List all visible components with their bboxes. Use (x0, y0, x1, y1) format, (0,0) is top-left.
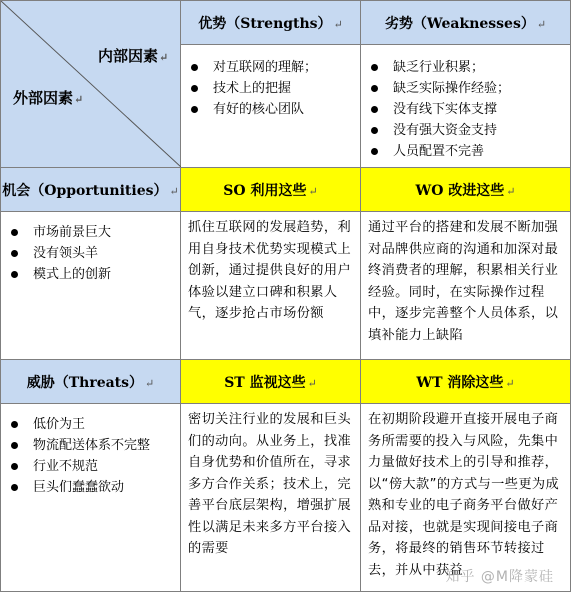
list-item: 技术上的把握 (181, 78, 360, 99)
list-item: 对互联网的理解； (181, 57, 360, 78)
diagonal-line (1, 1, 181, 167)
so-header: SO 利用这些 ↵ (181, 168, 361, 212)
list-item: 没有强大资金支持 (361, 120, 570, 141)
so-text: 抓住互联网的发展趋势，利用自身技术优势实现模式上创新，通过提供良好的用户体验以建立口碑和积累人气，逐步抢占市场份额 (188, 220, 352, 321)
list-item: 有好的核心团队 (181, 99, 360, 120)
opportunities-cell (1, 212, 181, 360)
threats-cell (1, 404, 181, 592)
opportunities-list (1, 212, 180, 285)
wo-text: 通过平台的搭建和发展不断加强对品牌供应商的沟通和加深对最终消费者的理解，积累相关行业经验。同时，在实际操作过程中，逐步完善整个人员体系，以填补能力上缺陷 (368, 220, 559, 343)
watermark: 知乎 @M降蒙硅 (445, 569, 554, 585)
weaknesses-list (361, 45, 570, 162)
list-item: 市场前景巨大 (1, 222, 180, 243)
corner-cell (1, 1, 181, 168)
wo-cell (361, 212, 571, 360)
strengths-list (181, 45, 360, 120)
st-text: 密切关注行业的发展和巨头们的动向。从业务上，找准自身优势和价值所在，寻求多方合作关系；技术上，完善平台底层架构，增强扩展性以满足未来多方平台接入的需要 (188, 412, 352, 556)
wt-header: WT 消除这些 ↵ (361, 360, 571, 404)
strengths-cell (181, 45, 361, 168)
wt-cell (361, 404, 571, 592)
list-item: 巨头们蠢蠢欲动 (1, 477, 180, 498)
list-item: 低价为王 (1, 414, 180, 435)
st-cell (181, 404, 361, 592)
list-item: 行业不规范 (1, 456, 180, 477)
list-item: 缺乏实际操作经验； (361, 78, 570, 99)
list-item: 没有领头羊 (1, 243, 180, 264)
wt-text: 在初期阶段避开直接开展电子商务所需要的投入与风险，先集中力量做好技术上的引导和推荐，以“傍大款”的方式与一些更为成熟和专业的电子商务平台做好产品对接，也就是实现间接电子商务，将最终的销售环节转接过去，并从中获益 (368, 412, 560, 578)
wo-header: WO 改进这些 ↵ (361, 168, 571, 212)
strengths-header: 优势（Strengths） ↵ (181, 1, 361, 45)
st-header: ST 监视这些 ↵ (181, 360, 361, 404)
list-item: 缺乏行业积累； (361, 57, 570, 78)
threats-list (1, 404, 180, 498)
threats-header: 威胁（Threats） ↵ (1, 360, 181, 404)
weaknesses-cell (361, 45, 571, 168)
list-item: 物流配送体系不完整 (1, 435, 180, 456)
list-item: 人员配置不完善 (361, 141, 570, 162)
list-item: 模式上的创新 (1, 264, 180, 285)
list-item: 没有线下实体支撑 (361, 99, 570, 120)
weaknesses-header: 劣势（Weaknesses） ↵ (361, 1, 571, 45)
outer-factors-label: 外部因素↵ (13, 89, 84, 107)
opportunities-header: 机会（Opportunities） ↵ (1, 168, 181, 212)
so-cell (181, 212, 361, 360)
inner-factors-label: 内部因素↵ (98, 47, 169, 65)
